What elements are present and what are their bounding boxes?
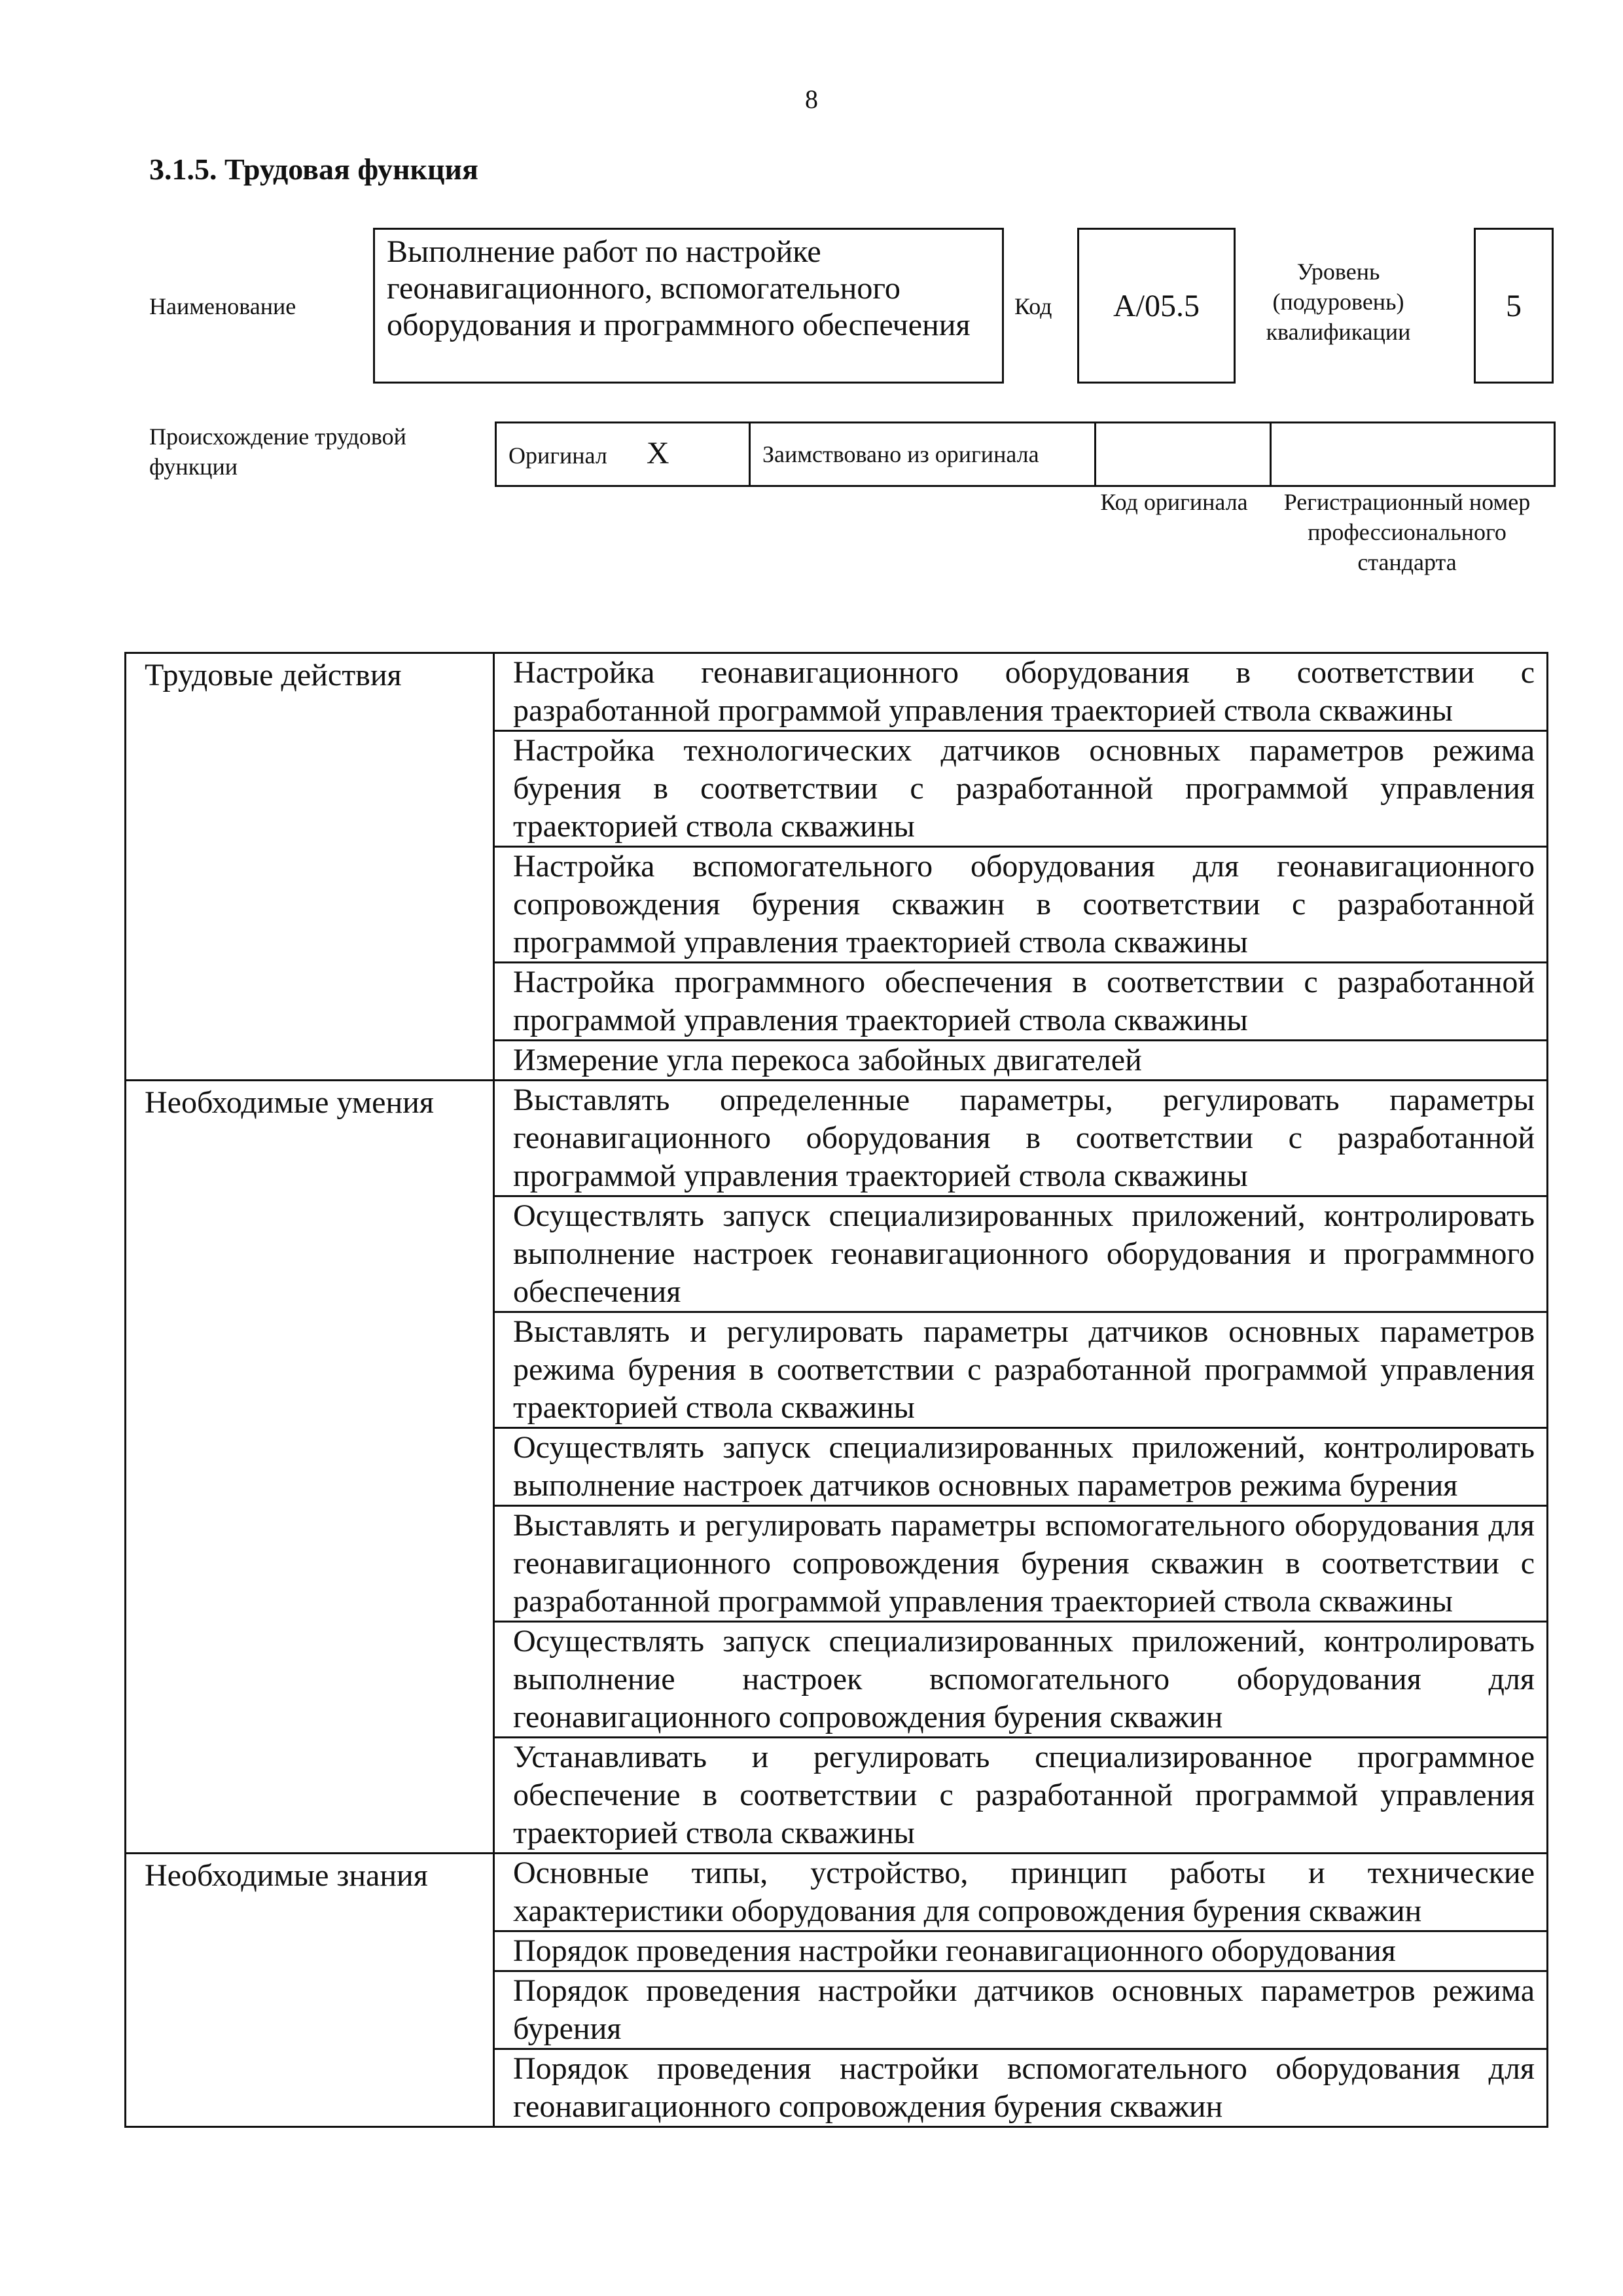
function-content-table — [124, 652, 1548, 2128]
table-cell: Осуществлять запуск специализированных приложений, контролировать выполнение настроек датчиков основных параметров режима бурения — [494, 1428, 1548, 1506]
table-cell: Порядок проведения настройки датчиков основных параметров режима бурения — [494, 1971, 1548, 2049]
table-cell: Настройка программного обеспечения в соответствии с разработанной программой управления траекторией ствола скважины — [494, 963, 1548, 1041]
table-cell: Измерение угла перекоса забойных двигателей — [494, 1041, 1548, 1081]
table-cell: Осуществлять запуск специализированных приложений, контролировать выполнение настроек вспомогательного оборудования для геонавигационного сопровождения бурения скважин — [494, 1622, 1548, 1738]
table-cell: Порядок проведения настройки геонавигационного оборудования — [494, 1931, 1548, 1971]
table-row — [126, 1854, 1548, 1931]
qualification-level-box — [1474, 228, 1554, 384]
code-label: Код — [1014, 293, 1052, 319]
table-cell: Выставлять определенные параметры, регулировать параметры геонавигационного оборудования в соответствии с разработанной программой управления траекторией ствола скважины — [494, 1081, 1548, 1196]
section-title-required-knowledge: Необходимые знания — [126, 1854, 494, 2127]
origin-borrowed-label: Заимствовано из оригинала — [750, 423, 1096, 486]
table-cell: Настройка геонавигационного оборудования в соответствии с разработанной программой управления траекторией ствола скважины — [494, 653, 1548, 731]
function-code-box — [1077, 228, 1236, 384]
section-title: 3.1.5. Трудовая функция — [149, 152, 478, 186]
original-code-cell — [1096, 423, 1271, 486]
function-name-box: Выполнение работ по настройке геонавигационного, вспомогательного оборудования и программного обеспечения — [373, 228, 1004, 384]
reg-number-cell — [1271, 423, 1555, 486]
table-cell: Устанавливать и регулировать специализированное программное обеспечение в соответствии с разработанной программой управления траекторией ствола скважины — [494, 1738, 1548, 1854]
table-row — [126, 1081, 1548, 1196]
original-code-caption: Код оригинала — [1100, 489, 1248, 515]
section-title-required-skills: Необходимые умения — [126, 1081, 494, 1854]
origin-original-label: Оригинал — [508, 442, 607, 469]
table-row — [126, 653, 1548, 731]
origin-original-mark: X — [646, 435, 669, 471]
reg-number-caption: Регистрационный номер профессионального стандарта — [1283, 489, 1531, 575]
page-number: 8 — [805, 84, 818, 114]
table-cell: Осуществлять запуск специализированных приложений, контролировать выполнение настроек геонавигационного оборудования и программного обеспечения — [494, 1196, 1548, 1312]
table-cell: Выставлять и регулировать параметры вспомогательного оборудования для геонавигационного сопровождения бурения скважин в соответствии с разработанной программой управления траекторией ствола скважины — [494, 1506, 1548, 1622]
section-title-labor-actions: Трудовые действия — [126, 653, 494, 1081]
origin-label: Происхождение трудовой функции — [149, 423, 406, 480]
table-cell: Основные типы, устройство, принцип работы и технические характеристики оборудования для сопровождения бурения скважин — [494, 1854, 1548, 1931]
table-cell: Выставлять и регулировать параметры датчиков основных параметров режима бурения в соответствии с разработанной программой управления траекторией ствола скважины — [494, 1312, 1548, 1428]
qualification-level-label: Уровень (подуровень) квалификации — [1266, 259, 1411, 345]
table-cell: Настройка технологических датчиков основных параметров режима бурения в соответствии с разработанной программой управления траекторией ствола скважины — [494, 731, 1548, 847]
origin-table — [495, 422, 1556, 487]
function-code-value: А/05.5 — [1113, 288, 1200, 323]
qualification-level-value: 5 — [1506, 288, 1522, 323]
table-cell: Настройка вспомогательного оборудования для геонавигационного сопровождения бурения скважин в соответствии с разработанной программой управления траекторией ствола скважины — [494, 847, 1548, 963]
origin-original-cell — [496, 423, 750, 486]
table-cell: Порядок проведения настройки вспомогательного оборудования для геонавигационного сопровождения бурения скважин — [494, 2049, 1548, 2127]
name-label: Наименование — [149, 293, 296, 319]
